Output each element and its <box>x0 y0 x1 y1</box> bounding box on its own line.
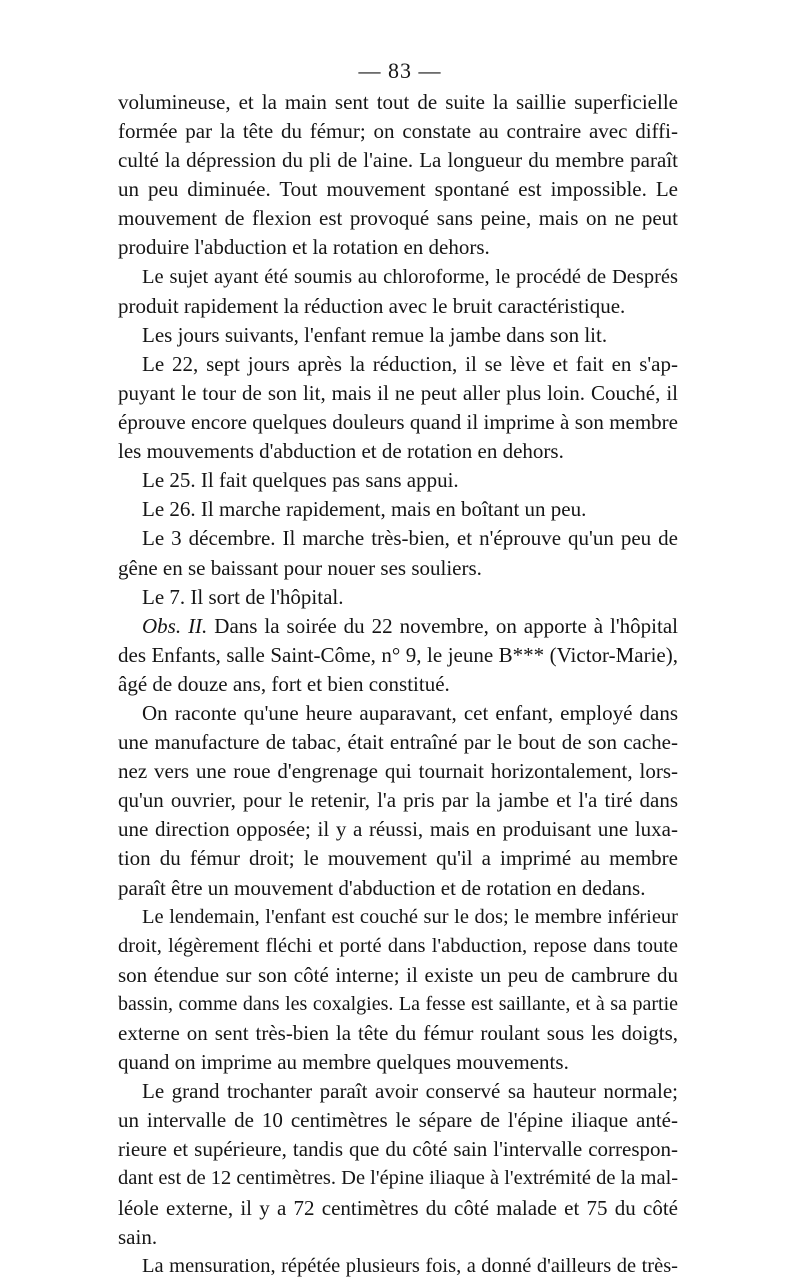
text-line: âgé de douze ans, fort et bien constitué. <box>118 671 450 696</box>
text-line: qu'un ouvrier, pour le retenir, l'a pris par la jambe et l'a tiré dans <box>118 788 678 813</box>
text-line: Les jours suivants, l'enfant remue la jambe dans son lit. <box>142 322 608 347</box>
text-line: Obs. II. Dans la soirée du 22 novembre, on apporte à l'hôpital <box>142 613 678 638</box>
text-line: quand on imprime au membre quelques mouvements. <box>118 1050 569 1075</box>
text-line: un peu diminuée. Tout mouvement spontané est impossible. Le <box>118 177 678 202</box>
text-line: dant est de 12 centimètres. De l'épine iliaque à l'extrémité de la mal- <box>118 1167 679 1190</box>
text-line: externe on sent très-bien la tête du fémur roulant sous les doigts, <box>118 1021 678 1045</box>
text-line: Le 25. Il fait quelques pas sans appui. <box>142 468 459 493</box>
text-line: On raconte qu'une heure auparavant, cet enfant, employé dans <box>142 700 678 725</box>
text-line: produit rapidement la réduction avec le bruit caractéristique. <box>118 293 626 318</box>
text-line: Le 22, sept jours après la réduction, il se lève et fait en s'ap- <box>142 351 678 376</box>
text-line: droit, légèrement fléchi et porté dans l'abduction, repose dans toute <box>118 934 678 957</box>
text-line: Le 7. Il sort de l'hôpital. <box>142 584 344 609</box>
text-line: volumineuse, et la main sent tout de suite la saillie superficielle <box>118 90 678 114</box>
text-line: Le lendemain, l'enfant est couché sur le dos; le membre inférieur <box>142 905 678 928</box>
text-line: une direction opposée; il y a réussi, mais en produisant une luxa- <box>118 817 678 842</box>
text-line: puyant le tour de son lit, mais il ne peut aller plus loin. Couché, il <box>118 380 678 405</box>
text-line: éprouve encore quelques douleurs quand il imprime à son membre <box>118 410 678 435</box>
text-line: paraît être un mouvement d'abduction et de rotation en dedans. <box>118 875 646 900</box>
text-line: les mouvements d'abduction et de rotation en dehors. <box>118 439 564 464</box>
text-line: un intervalle de 10 centimètres le sépare de l'épine iliaque anté- <box>118 1108 678 1133</box>
text-line: tion du fémur droit; le mouvement qu'il a imprimé au membre <box>118 846 678 871</box>
text-line: La mensuration, répétée plusieurs fois, a donné d'ailleurs de très- <box>142 1254 678 1277</box>
text-line: produire l'abduction et la rotation en dehors. <box>118 235 490 260</box>
text-line: son étendue sur son côté interne; il existe un peu de cambrure du <box>118 962 678 987</box>
text-line: bassin, comme dans les coxalgies. La fesse est saillante, et à sa partie <box>118 992 678 1015</box>
text-line: sain. <box>118 1224 158 1249</box>
text-line: Le 3 décembre. Il marche très-bien, et n'éprouve qu'un peu de <box>142 526 678 551</box>
text-line: nez vers une roue d'engrenage qui tournait horizontalement, lors- <box>118 759 678 784</box>
body-text <box>118 88 678 1281</box>
text-line: rieure et supérieure, tandis que du côté sain l'intervalle correspon- <box>118 1137 678 1162</box>
text-line: formée par la tête du fémur; on constate au contraire avec diffi- <box>118 119 678 144</box>
text-line: culté la dépression du pli de l'aine. La longueur du membre paraît <box>118 148 678 173</box>
text-line: Le grand trochanter paraît avoir conservé sa hauteur normale; <box>142 1079 678 1104</box>
text-line: léole externe, il y a 72 centimètres du côté malade et 75 du côté <box>118 1195 678 1220</box>
text-line: des Enfants, salle Saint-Côme, n° 9, le jeune B*** (Victor-Marie), <box>118 642 678 667</box>
observation-label: Obs. II. <box>142 613 208 638</box>
text-line: Le sujet ayant été soumis au chloroforme, le procédé de Després <box>142 265 678 288</box>
text-line: gêne en se baissant pour nouer ses souliers. <box>118 555 482 580</box>
text-line: Le 26. Il marche rapidement, mais en boîtant un peu. <box>142 497 587 522</box>
page-number: — 83 — <box>358 58 442 83</box>
text-line: une manufacture de tabac, était entraîné par le bout de son cache- <box>118 730 678 755</box>
text-line: mouvement de flexion est provoqué sans peine, mais on ne peut <box>118 206 678 231</box>
